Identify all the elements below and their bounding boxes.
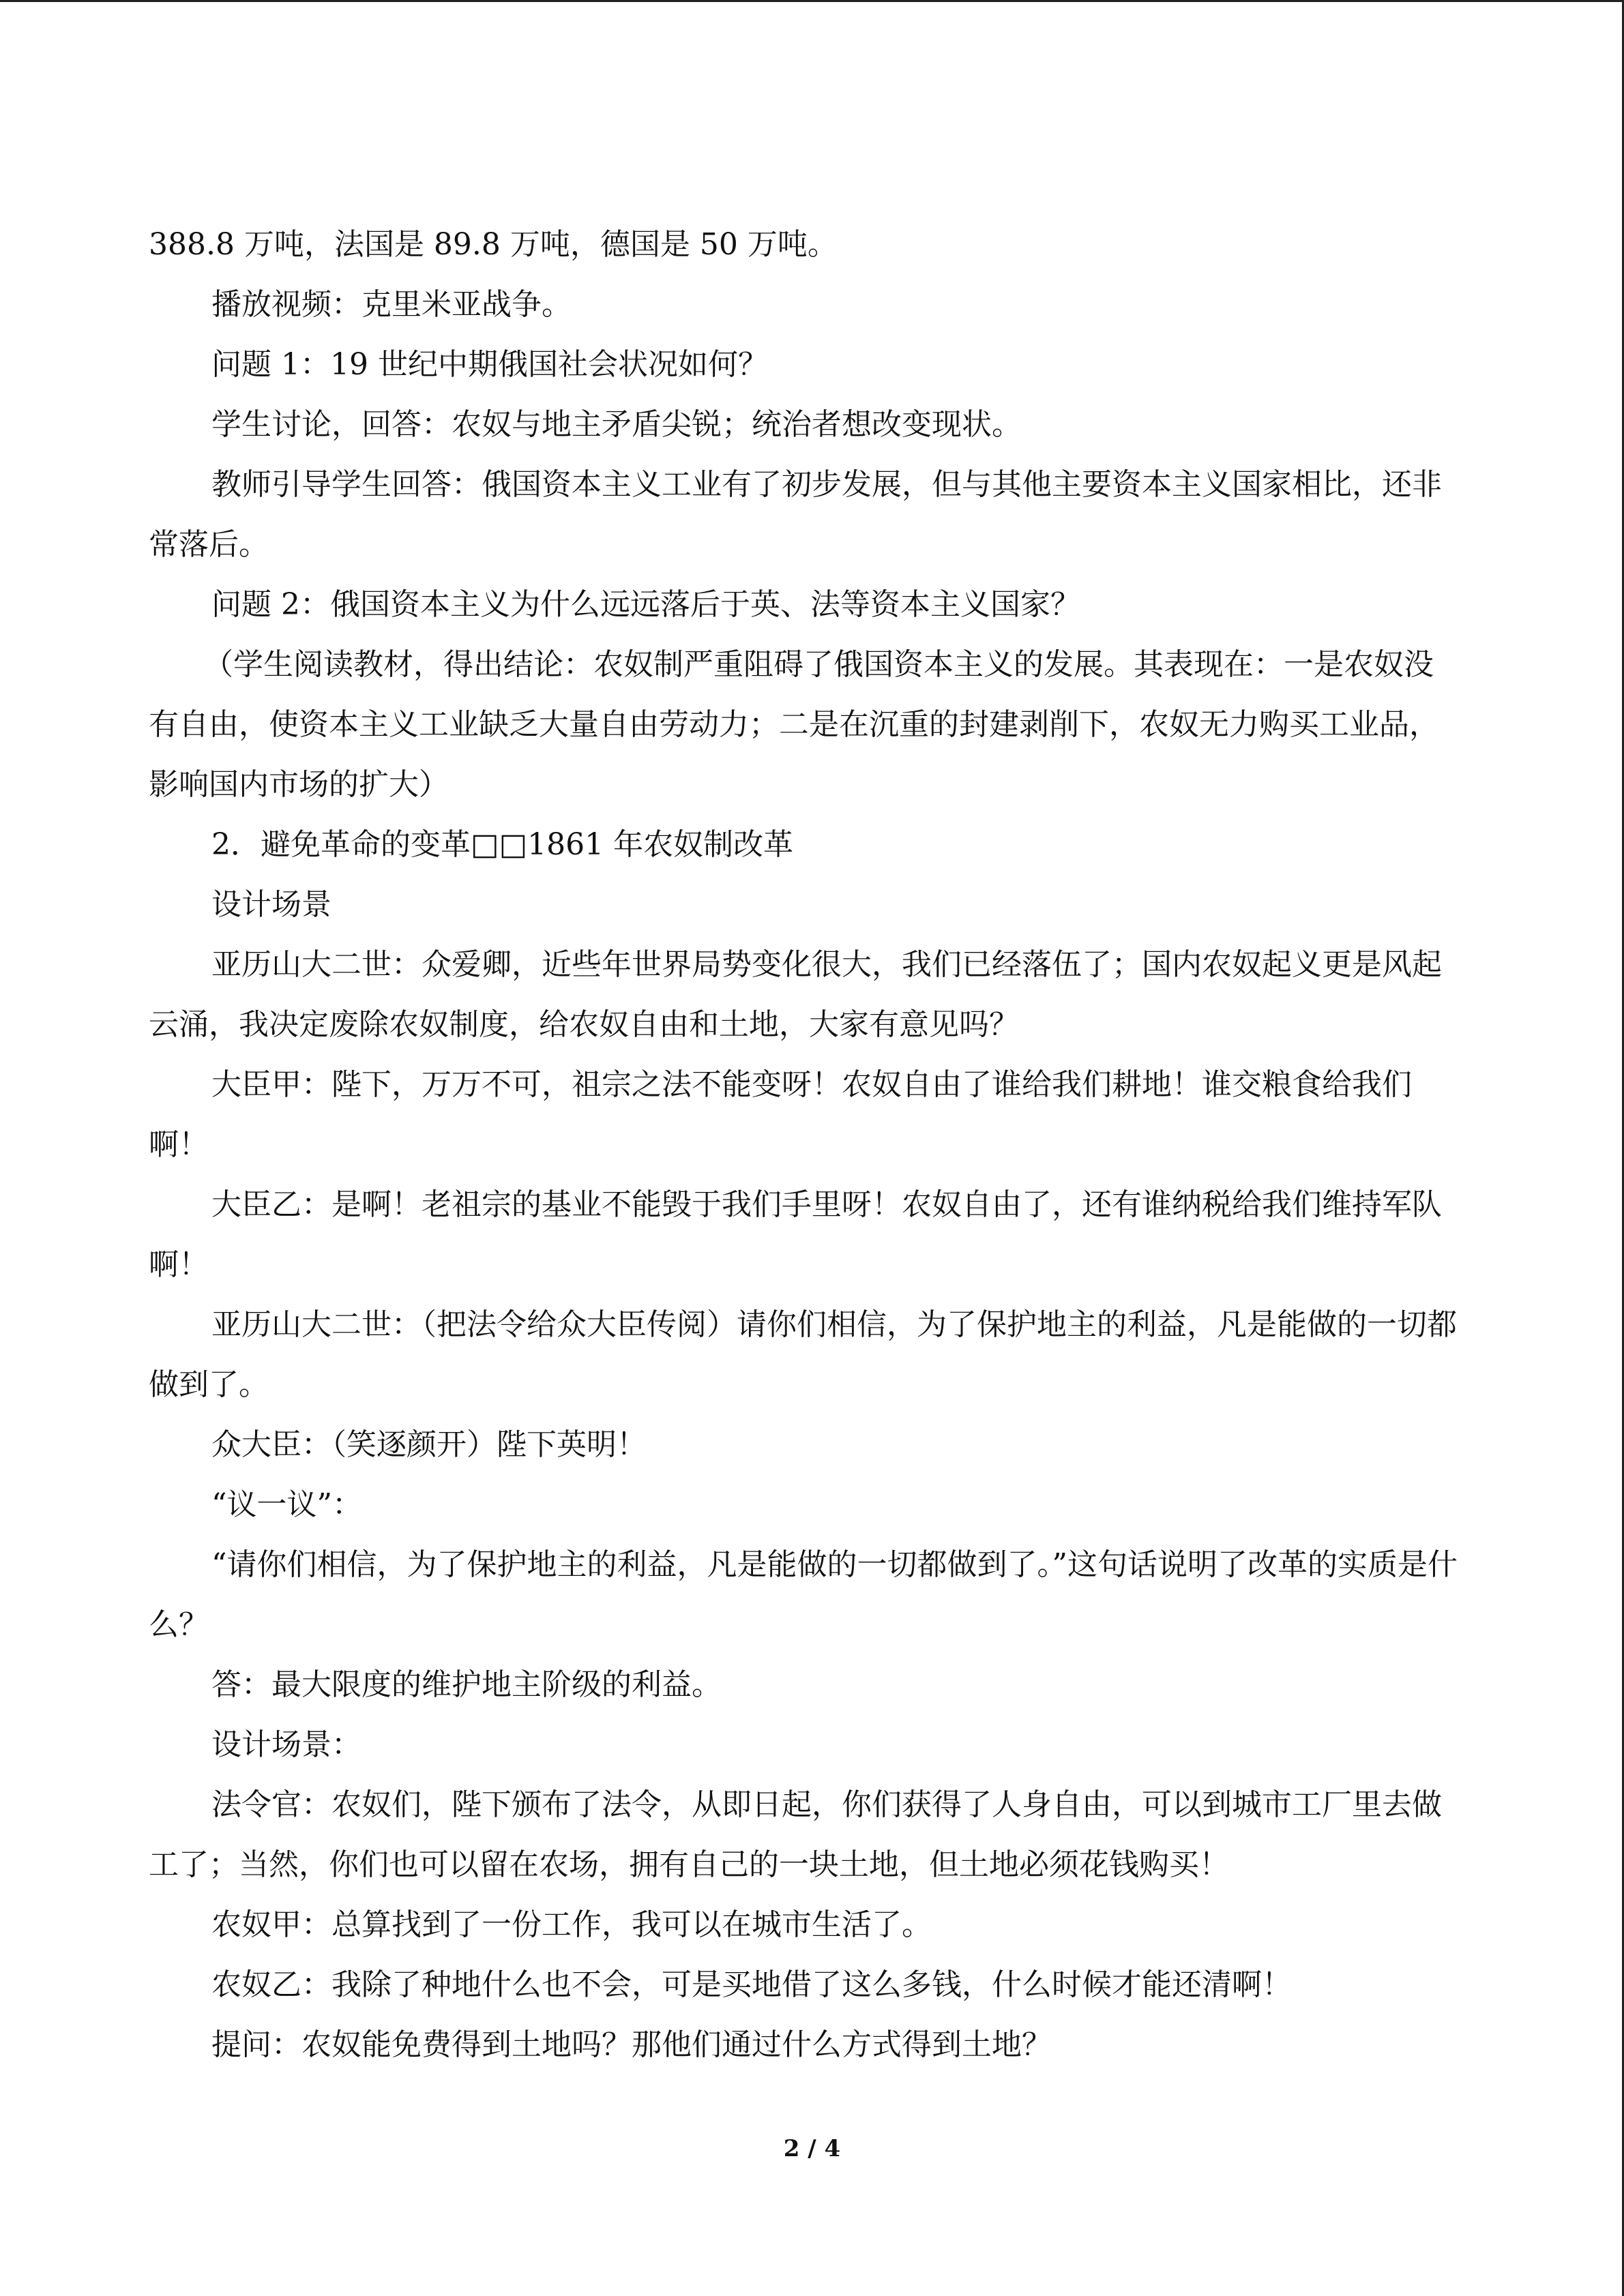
text-line-8: 设计场景 — [211, 887, 331, 922]
text-line-20: 农奴乙：我除了种地什么也不会，可是买地借了这么多钱，什么时候才能还清啊！ — [211, 1967, 1292, 2002]
page-body — [149, 215, 1458, 2075]
text-line-3: 学生讨论，回答：农奴与地主矛盾尖锐；统治者想改变现状。 — [211, 407, 1022, 442]
text-line-9: 亚历山大二世：众爱卿，近些年世界局势变化很大，我们已经落伍了；国内农奴起义更是风起云涌，我决定废除农奴制度，给农奴自由和土地，大家有意见吗？ — [149, 947, 1442, 1042]
text-line-17: 设计场景： — [211, 1727, 361, 1762]
text-line-0: 388.8 万吨，法国是 89.8 万吨，德国是 50 万吨。 — [149, 227, 838, 262]
text-line-6: （学生阅读教材，得出结论：农奴制严重阻碍了俄国资本主义的发展。其表现在：一是农奴没有自由，使资本主义工业缺乏大量自由劳动力；二是在沉重的封建剥削下，农奴无力购买工业品，影响国内市场的扩大） — [149, 647, 1439, 802]
page-number: 2 / 4 — [783, 2135, 841, 2162]
text-line-10: 大臣甲：陛下，万万不可，祖宗之法不能变呀！农奴自由了谁给我们耕地！谁交粮食给我们啊！ — [149, 1067, 1412, 1162]
text-line-7: 2．避免革命的变革□□1861 年农奴制改革 — [211, 827, 794, 862]
text-line-5: 问题 2：俄国资本主义为什么远远落后于英、法等资本主义国家？ — [211, 587, 1080, 622]
text-line-14: “议一议”： — [211, 1487, 362, 1522]
text-line-16: 答：最大限度的维护地主阶级的利益。 — [211, 1667, 722, 1702]
text-line-1: 播放视频：克里米亚战争。 — [211, 287, 572, 322]
text-line-12: 亚历山大二世：（把法令给众大臣传阅）请你们相信，为了保护地主的利益，凡是能做的一切都做到了。 — [149, 1307, 1457, 1402]
text-line-4: 教师引导学生回答：俄国资本主义工业有了初步发展，但与其他主要资本主义国家相比，还非常落后。 — [149, 467, 1442, 562]
text-line-2: 问题 1：19 世纪中期俄国社会状况如何？ — [211, 347, 768, 382]
text-line-11: 大臣乙：是啊！老祖宗的基业不能毁于我们手里呀！农奴自由了，还有谁纳税给我们维持军队啊！ — [149, 1187, 1442, 1282]
text-line-13: 众大臣：（笑逐颜开）陛下英明！ — [211, 1427, 647, 1462]
text-line-19: 农奴甲：总算找到了一份工作，我可以在城市生活了。 — [211, 1907, 932, 1942]
text-line-21: 提问：农奴能免费得到土地吗？那他们通过什么方式得到土地？ — [211, 2027, 1052, 2062]
text-line-15: “请你们相信，为了保护地主的利益，凡是能做的一切都做到了。”这句话说明了改革的实质是什么？ — [149, 1547, 1458, 1642]
text-line-18: 法令官：农奴们，陛下颁布了法令，从即日起，你们获得了人身自由，可以到城市工厂里去做工了；当然，你们也可以留在农场，拥有自己的一块土地，但土地必须花钱购买！ — [149, 1787, 1442, 1882]
